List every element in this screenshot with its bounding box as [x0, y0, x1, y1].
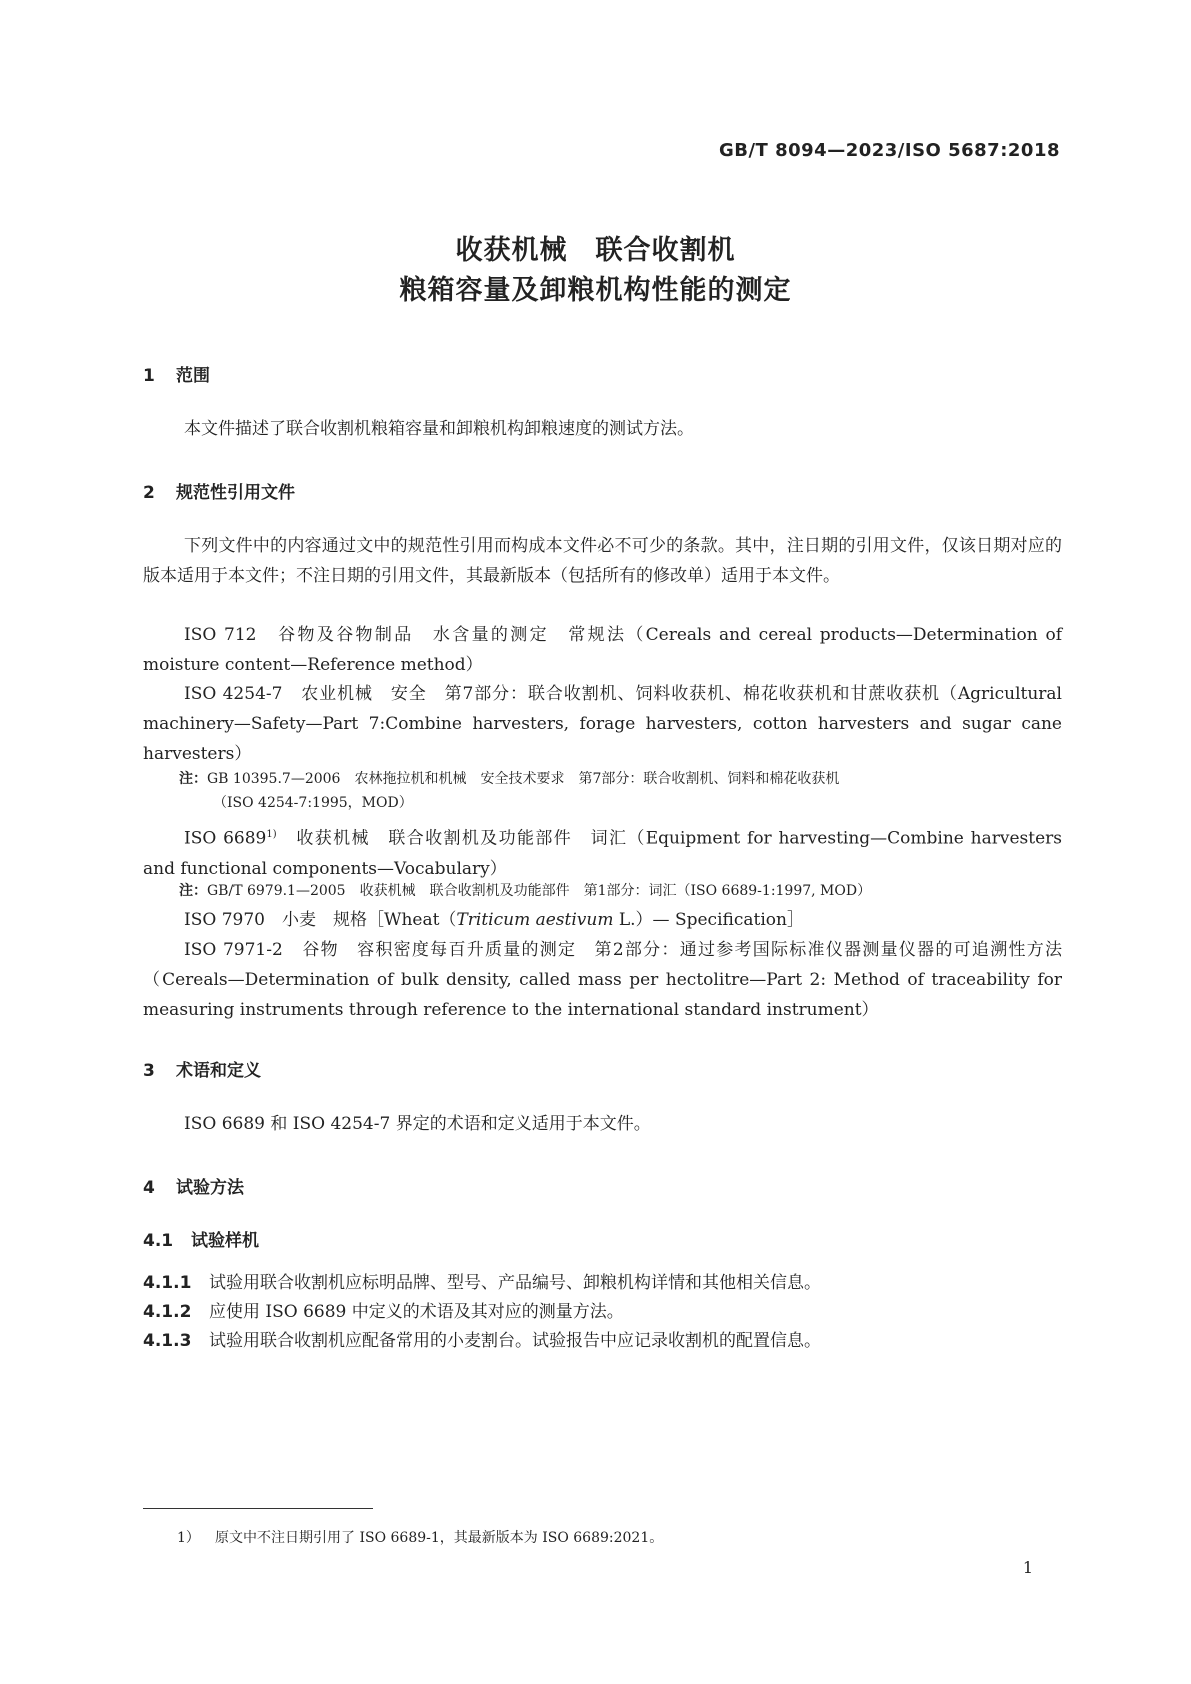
section-1-heading — [143, 361, 210, 386]
reference-title: 收获机械 联合收割机及功能部件 词汇（Equipment for harvesting—Combine harvesters and functional components—Vocabulary） — [143, 828, 1062, 879]
subsection-number: 4.1 — [143, 1231, 174, 1251]
clause-text: 应使用 ISO 6689 中定义的术语及其对应的测量方法。 — [209, 1302, 624, 1322]
document-title-line1: 收获机械 联合收割机 — [455, 235, 736, 266]
section-2-intro: 下列文件中的内容通过文中的规范性引用而构成本文件必不可少的条款。其中，注日期的引用文件，仅该日期对应的版本适用于本文件；不注日期的引用文件，其最新版本（包括所有的修改单）适用于本文件。 — [143, 536, 1062, 586]
standard-number: GB/T 8094—2023/ISO 5687:2018 — [718, 140, 1060, 161]
note-gb-t-6979 — [179, 879, 1062, 903]
section-3-text: ISO 6689 和 ISO 4254-7 界定的术语和定义适用于本文件。 — [184, 1114, 651, 1134]
clause-4-1-3 — [143, 1326, 821, 1351]
clause-number: 4.1.3 — [143, 1331, 192, 1351]
document-title-line2: 粮箱容量及卸粮机构性能的测定 — [399, 275, 792, 306]
section-title: 术语和定义 — [176, 1061, 261, 1081]
section-number: 1 — [143, 366, 155, 386]
reference-iso-4254-7: ISO 4254-7 农业机械 安全 第7部分：联合收割机、饲料收获机、棉花收获机和甘蔗收获机（Agricultural machinery—Safety—Part 7:Combine harvesters, forage harvesters, cotton harvesters and sugar cane harvesters） — [143, 684, 1062, 764]
footnote-number: 1） — [177, 1530, 200, 1546]
note-text: GB 10395.7—2006 农林拖拉机和机械 安全技术要求 第7部分：联合收割机、饲料和棉花收获机 — [207, 771, 840, 787]
clause-4-1-2 — [143, 1297, 624, 1322]
reference-iso-7970 — [143, 905, 1062, 935]
clause-4-1-1 — [143, 1268, 821, 1293]
section-1-text: 本文件描述了联合收割机粮箱容量和卸粮机构卸粮速度的测试方法。 — [184, 419, 694, 439]
reference-iso-6689 — [143, 820, 1062, 884]
reference-text: L.）— Specification］ — [613, 910, 804, 930]
section-4-heading — [143, 1173, 244, 1198]
clause-number: 4.1.2 — [143, 1302, 192, 1322]
clause-text: 试验用联合收割机应配备常用的小麦割台。试验报告中应记录收割机的配置信息。 — [209, 1331, 821, 1351]
footnote-separator — [143, 1508, 373, 1509]
reference-text: ISO 7970 小麦 规格［Wheat（ — [184, 910, 457, 930]
clause-text: 试验用联合收割机应标明品牌、型号、产品编号、卸粮机构详情和其他相关信息。 — [209, 1273, 821, 1293]
note-gb-10395 — [179, 767, 1062, 815]
reference-iso-7971-2: ISO 7971-2 谷物 容积密度每百升质量的测定 第2部分：通过参考国际标准仪器测量仪器的可追溯性方法（Cereals—Determination of bulk density, called mass per hectolitre—Part 2: Method of traceability for measuring instruments through reference to the international standard instrument） — [143, 940, 1062, 1020]
section-number: 3 — [143, 1061, 155, 1081]
species-name: Triticum aestivum — [456, 910, 614, 930]
section-title: 规范性引用文件 — [176, 483, 295, 503]
section-number: 2 — [143, 483, 155, 503]
section-3-heading — [143, 1056, 261, 1081]
footnote-marker: 1) — [266, 829, 277, 840]
reference-iso-712: ISO 712 谷物及谷物制品 水含量的测定 常规法（Cereals and cereal products—Determination of moisture content—Reference method） — [143, 625, 1062, 675]
section-title: 试验方法 — [176, 1178, 244, 1198]
section-2-heading — [143, 478, 295, 503]
note-label: 注： — [179, 771, 207, 787]
page-number: 1 — [1022, 1558, 1033, 1577]
subsection-title: 试验样机 — [191, 1231, 259, 1251]
note-label: 注： — [179, 883, 207, 899]
footnote-text: 原文中不注日期引用了 ISO 6689-1，其最新版本为 ISO 6689:2021。 — [215, 1530, 664, 1546]
note-text-continued: （ISO 4254-7:1995，MOD） — [213, 795, 413, 811]
subsection-4-1-heading — [143, 1226, 259, 1251]
section-title: 范围 — [176, 366, 210, 386]
footnote — [177, 1527, 663, 1547]
section-number: 4 — [143, 1178, 155, 1198]
reference-code: ISO 6689 — [184, 828, 267, 849]
clause-number: 4.1.1 — [143, 1273, 192, 1293]
note-text: GB/T 6979.1—2005 收获机械 联合收割机及功能部件 第1部分：词汇（ISO 6689-1:1997, MOD） — [207, 883, 872, 899]
